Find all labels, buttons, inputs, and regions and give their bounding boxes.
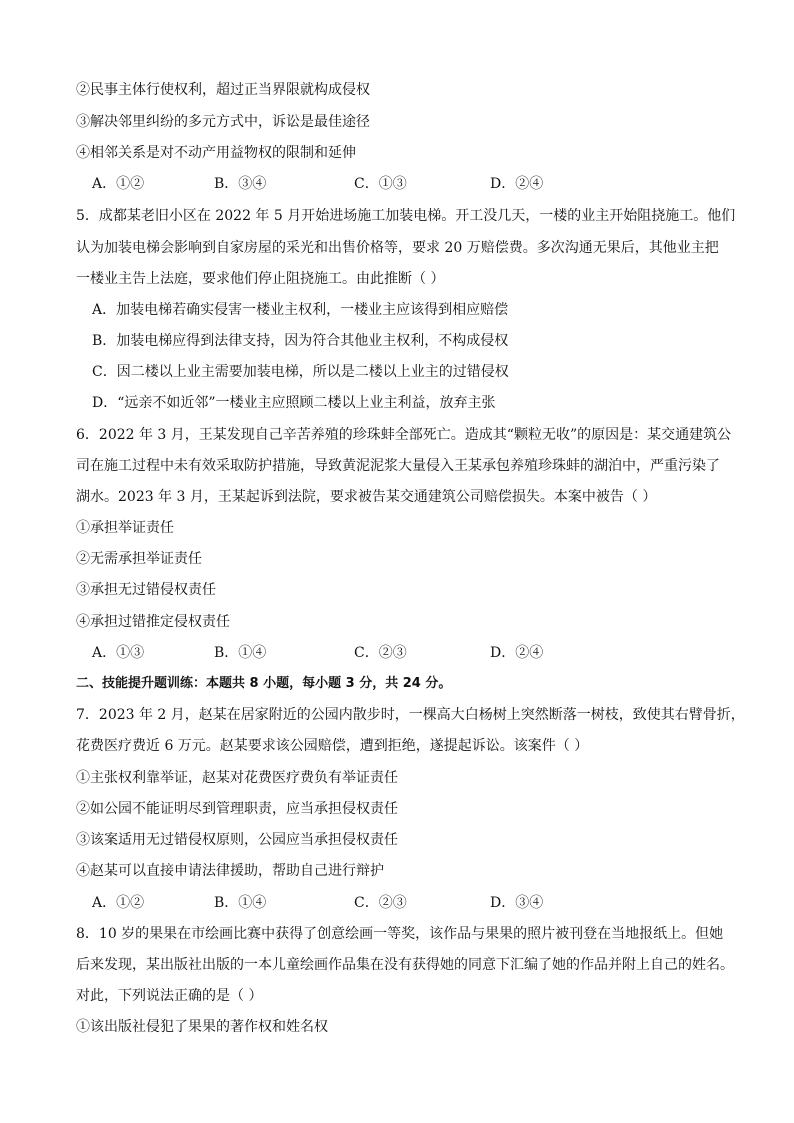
q8-stem-line-3: 对此，下列说法正确的是（ ） <box>76 988 263 1004</box>
q7-option-d: D．③④ <box>490 895 544 911</box>
q4-statement-3: ③解决邻里纠纷的多元方式中，诉讼是最佳途径 <box>76 114 370 130</box>
q8-stem-line-1: 8．10 岁的果果在市绘画比赛中获得了创意绘画一等奖，该作品与果果的照片被刊登在当地报纸上。但她 <box>76 926 724 942</box>
q5-option-d: D．“远亲不如近邻”一楼业主应照顾二楼以上业主利益，放弃主张 <box>92 395 496 411</box>
q6-statement-1: ①承担举证责任 <box>76 520 174 536</box>
section-heading: 二、技能提升题训练：本题共 8 小题，每小题 3 分，共 24 分。 <box>76 676 452 691</box>
q6-stem-line-3: 湖水。2023 年 3 月，王某起诉到法院，要求被告某交通建筑公司赔偿损失。本案中被告（ ） <box>76 489 657 505</box>
q6-option-d: D．②④ <box>490 645 544 661</box>
q6-statement-4: ④承担过错推定侵权责任 <box>76 614 230 630</box>
q7-options <box>92 893 612 913</box>
q5-stem-line-1: 5．成都某老旧小区在 2022 年 5 月开始进场施工加装电梯。开工没几天，一楼的业主开始阻挠施工。他们 <box>76 208 736 224</box>
q6-statement-2: ②无需承担举证责任 <box>76 551 202 567</box>
q5-option-b: B．加装电梯应得到法律支持，因为符合其他业主权利，不构成侵权 <box>92 333 509 349</box>
q7-option-a: A．①② <box>92 895 145 911</box>
q6-stem-line-1: 6．2022 年 3 月，王某发现自己辛苦养殖的珍珠蚌全部死亡。造成其“颗粒无收”的原因是：某交通建筑公 <box>76 427 732 443</box>
q7-option-b: B．①④ <box>214 895 267 911</box>
q7-stem-line-2: 花费医疗费近 6 万元。赵某要求该公园赔偿，遭到拒绝，遂提起诉讼。该案件（ ） <box>76 738 589 754</box>
q6-stem-line-2: 司在施工过程中未有效采取防护措施，导致黄泥泥浆大量侵入王某承包养殖珍珠蚌的湖泊中，严重污染了 <box>76 458 720 474</box>
q6-option-c: C．②③ <box>354 645 407 661</box>
q4-option-d: D．②④ <box>490 176 544 192</box>
q4-statement-4: ④相邻关系是对不动产用益物权的限制和延伸 <box>76 145 356 161</box>
q5-option-a: A．加装电梯若确实侵害一楼业主权利，一楼业主应该得到相应赔偿 <box>92 302 509 318</box>
q4-option-b: B．③④ <box>214 176 267 192</box>
q7-option-c: C．②③ <box>354 895 407 911</box>
q4-option-a: A．①② <box>92 176 145 192</box>
q6-options <box>92 643 612 663</box>
q6-option-b: B．①④ <box>214 645 267 661</box>
q4-option-c: C．①③ <box>354 176 407 192</box>
q4-statement-2: ②民事主体行使权利，超过正当界限就构成侵权 <box>76 82 370 98</box>
q6-statement-3: ③承担无过错侵权责任 <box>76 582 216 598</box>
q8-statement-1: ①该出版社侵犯了果果的著作权和姓名权 <box>76 1019 328 1035</box>
q7-stem-line-1: 7．2023 年 2 月，赵某在居家附近的公园内散步时，一棵高大白杨树上突然断落一树枝，致使其右臂骨折， <box>76 707 745 723</box>
q8-stem-line-2: 后来发现，某出版社出版的一本儿童绘画作品集在没有获得她的同意下汇编了她的作品并附上自己的姓名。 <box>76 957 734 973</box>
q6-option-a: A．①③ <box>92 645 145 661</box>
q5-stem-line-2: 认为加装电梯会影响到自家房屋的采光和出售价格等，要求 20 万赔偿费。多次沟通无果后，其他业主把 <box>76 240 719 256</box>
q7-statement-4: ④赵某可以直接申请法律援助，帮助自己进行辩护 <box>76 863 384 879</box>
q5-option-c: C．因二楼以上业主需要加装电梯，所以是二楼以上业主的过错侵权 <box>92 364 509 380</box>
q7-statement-3: ③该案适用无过错侵权原则，公园应当承担侵权责任 <box>76 832 398 848</box>
q7-statement-2: ②如公园不能证明尽到管理职责，应当承担侵权责任 <box>76 801 398 817</box>
q4-options <box>92 174 612 194</box>
q7-statement-1: ①主张权利靠举证，赵某对花费医疗费负有举证责任 <box>76 770 398 786</box>
q5-stem-line-3: 一楼业主告上法庭，要求他们停止阻挠施工。由此推断（ ） <box>76 271 445 287</box>
